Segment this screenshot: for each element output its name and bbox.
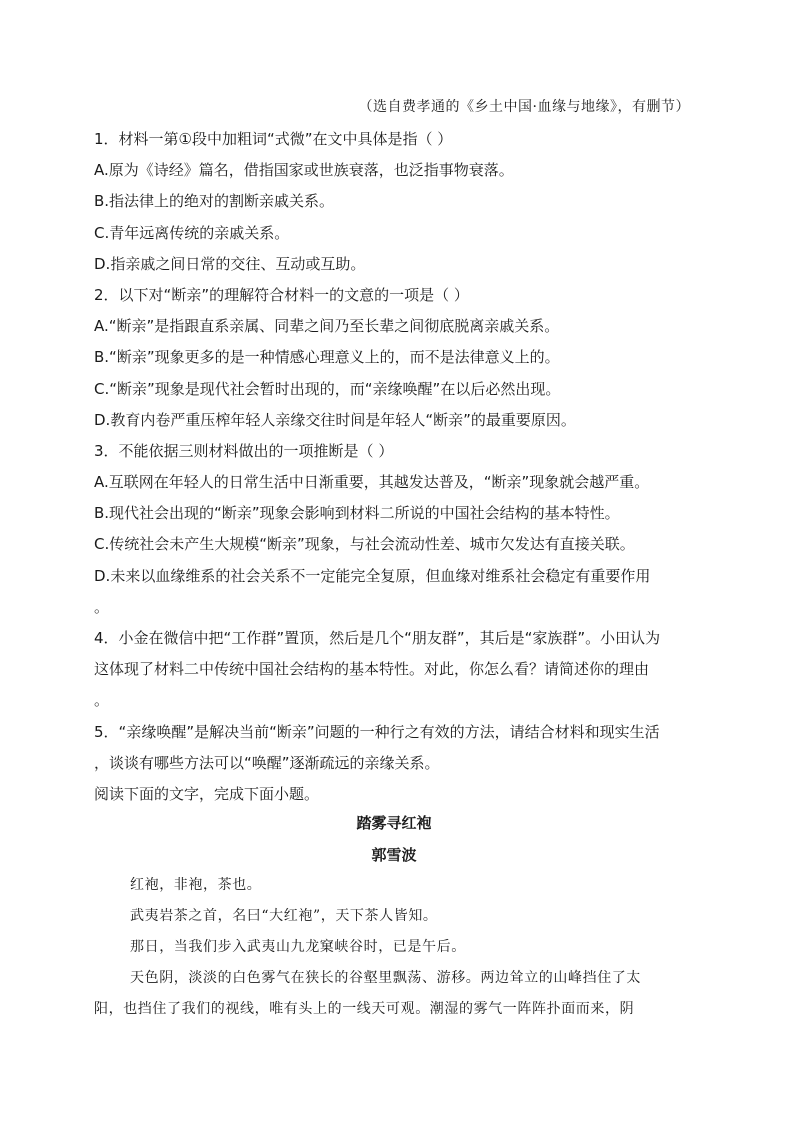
question-section	[94, 124, 694, 810]
question-3-option-d-continued: 。	[94, 597, 110, 616]
question-4-line-1: 4．小金在微信中把“工作群”置顶，然后是几个“朋友群”，其后是“家族群”。小田认为	[94, 629, 661, 647]
essay-paragraph-4-line-1: 天色阴，淡淡的白色雾气在狭长的谷壑里飘荡、游移。两边耸立的山峰挡住了太	[130, 970, 641, 986]
question-4-line-2: 这体现了材料二中传统中国社会结构的基本特性。对此，你怎么看？请简述你的理由	[94, 660, 650, 679]
source-citation: （选自费孝通的《乡土中国·血缘与地缘》，有删节）	[358, 99, 690, 115]
essay-paragraph-3: 那日，当我们步入武夷山九龙窠峡谷时，已是午后。	[130, 939, 466, 955]
essay-author: 郭雪波	[371, 846, 417, 864]
question-2-stem: 2．以下对“断亲”的理解符合材料一的文意的一项是（ ）	[94, 285, 469, 304]
question-3-option-c: C.传统社会未产生大规模“断亲”现象，与社会流动性差、城市欠发达有直接关联。	[94, 535, 635, 554]
essay-paragraph-4-line-2: 阳，也挡住了我们的视线，唯有头上的一线天可观。潮湿的雾气一阵阵扑面而来，阴	[94, 1001, 635, 1017]
essay-paragraph-2: 武夷岩茶之首，名曰“大红袍”，天下茶人皆知。	[130, 908, 438, 924]
question-2-option-b: B.“断亲”现象更多的是一种情感心理意义上的，而不是法律意义上的。	[94, 348, 560, 367]
question-1-option-d: D.指亲戚之间日常的交往、互动或互助。	[94, 254, 366, 273]
question-2-option-c: C.“断亲”现象是现代社会暂时出现的，而“亲缘唤醒”在以后必然出现。	[94, 379, 561, 398]
question-1-option-b: B.指法律上的绝对的割断亲戚关系。	[94, 192, 335, 211]
question-3-option-a: A.互联网在年轻人的日常生活中日渐重要，其越发达普及，“断亲”现象就会越严重。	[94, 473, 650, 492]
question-3-option-d: D.未来以血缘维系的社会关系不一定能完全复原，但血缘对维系社会稳定有重要作用	[94, 566, 651, 585]
question-5-line-2: ，谈谈有哪些方法可以“唤醒”逐渐疏远的亲缘关系。	[94, 753, 440, 772]
question-4-line-3: 。	[94, 691, 110, 710]
question-1-option-a: A.原为《诗经》篇名，借指国家或世族衰落，也泛指事物衰落。	[94, 161, 514, 180]
essay-paragraph-1: 红袍，非袍，茶也。	[130, 877, 262, 893]
essay-body	[94, 870, 700, 1025]
question-5-line-1: 5．“亲缘唤醒”是解决当前“断亲”问题的一种行之有效的方法，请结合材料和现实生活	[94, 722, 660, 741]
question-3-stem: 3．不能依据三则材料做出的一项推断是（ ）	[94, 441, 394, 460]
reading-instruction: 阅读下面的文字，完成下面小题。	[94, 784, 320, 803]
question-2-option-a: A.“断亲”是指跟直系亲属、同辈之间乃至长辈之间彻底脱离亲戚关系。	[94, 317, 560, 336]
question-3-option-b: B.现代社会出现的“断亲”现象会影响到材料二所说的中国社会结构的基本特性。	[94, 504, 620, 523]
question-1-option-c: C.青年远离传统的亲戚关系。	[94, 223, 290, 242]
essay-title: 踏雾寻红袍	[356, 814, 432, 832]
question-1-stem: 1．材料一第①段中加粗词“式微”在文中具体是指（ ）	[94, 130, 453, 148]
question-2-option-d: D.教育内卷严重压榨年轻人亲缘交往时间是年轻人“断亲”的最重要原因。	[94, 410, 576, 429]
